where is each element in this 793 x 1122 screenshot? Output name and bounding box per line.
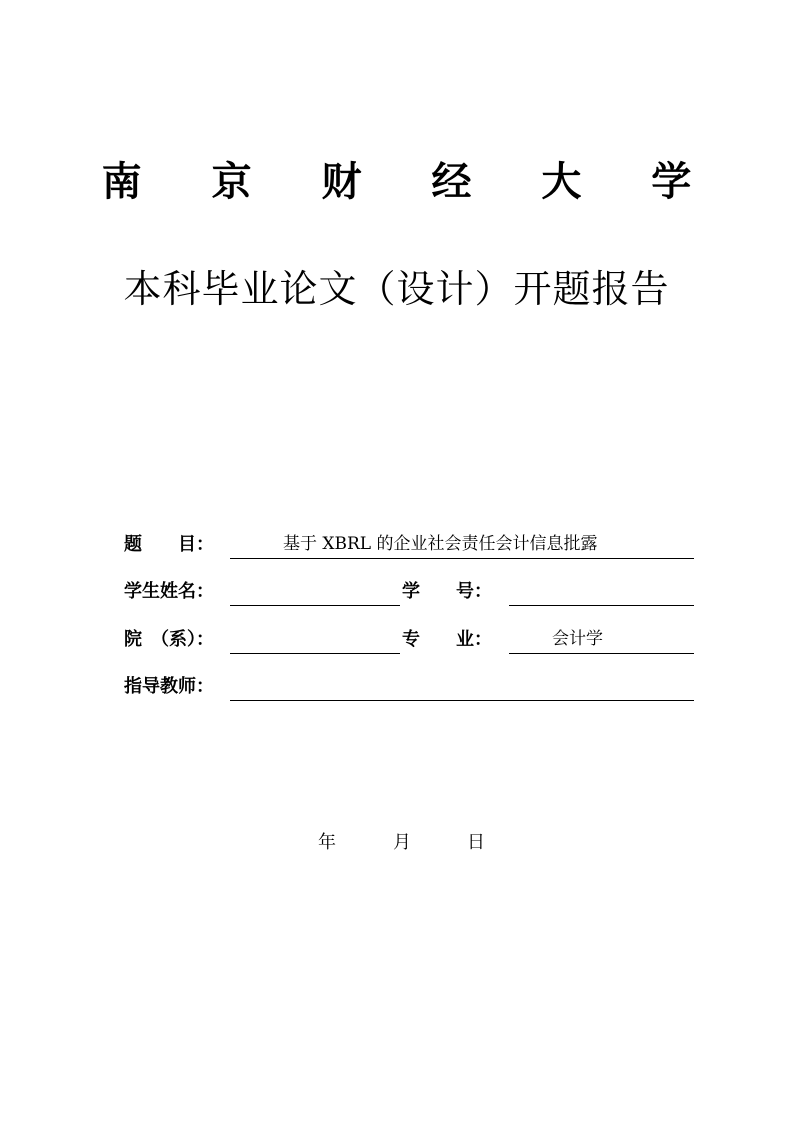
topic-value: 基于 XBRL 的企业社会责任会计信息批露 xyxy=(283,534,598,554)
advisor-row xyxy=(124,672,694,702)
student-name-field xyxy=(230,577,400,606)
date-row xyxy=(0,830,793,856)
student-name-label: 学生姓名： xyxy=(124,581,214,602)
topic-row xyxy=(124,530,694,560)
date-day-label: 日 xyxy=(467,832,485,853)
department-field xyxy=(230,625,400,654)
advisor-label: 指导教师： xyxy=(124,676,214,697)
student-id-field xyxy=(509,577,694,606)
date-year-label: 年 xyxy=(318,832,336,853)
student-id-label: 学 号： xyxy=(402,581,492,602)
department-row xyxy=(124,625,694,655)
topic-field xyxy=(230,530,694,559)
student-info-row xyxy=(124,577,694,607)
date-month-label: 月 xyxy=(393,832,411,853)
major-value: 会计学 xyxy=(552,629,603,649)
department-label: 院 （系）： xyxy=(124,629,214,650)
topic-label: 题 目： xyxy=(124,534,214,555)
university-name: 南 京 财 经 大 学 xyxy=(101,158,720,205)
major-field xyxy=(509,625,694,654)
major-label: 专 业： xyxy=(402,629,492,650)
report-title: 本科毕业论文（设计）开题报告 xyxy=(123,267,670,311)
advisor-field xyxy=(230,672,694,701)
